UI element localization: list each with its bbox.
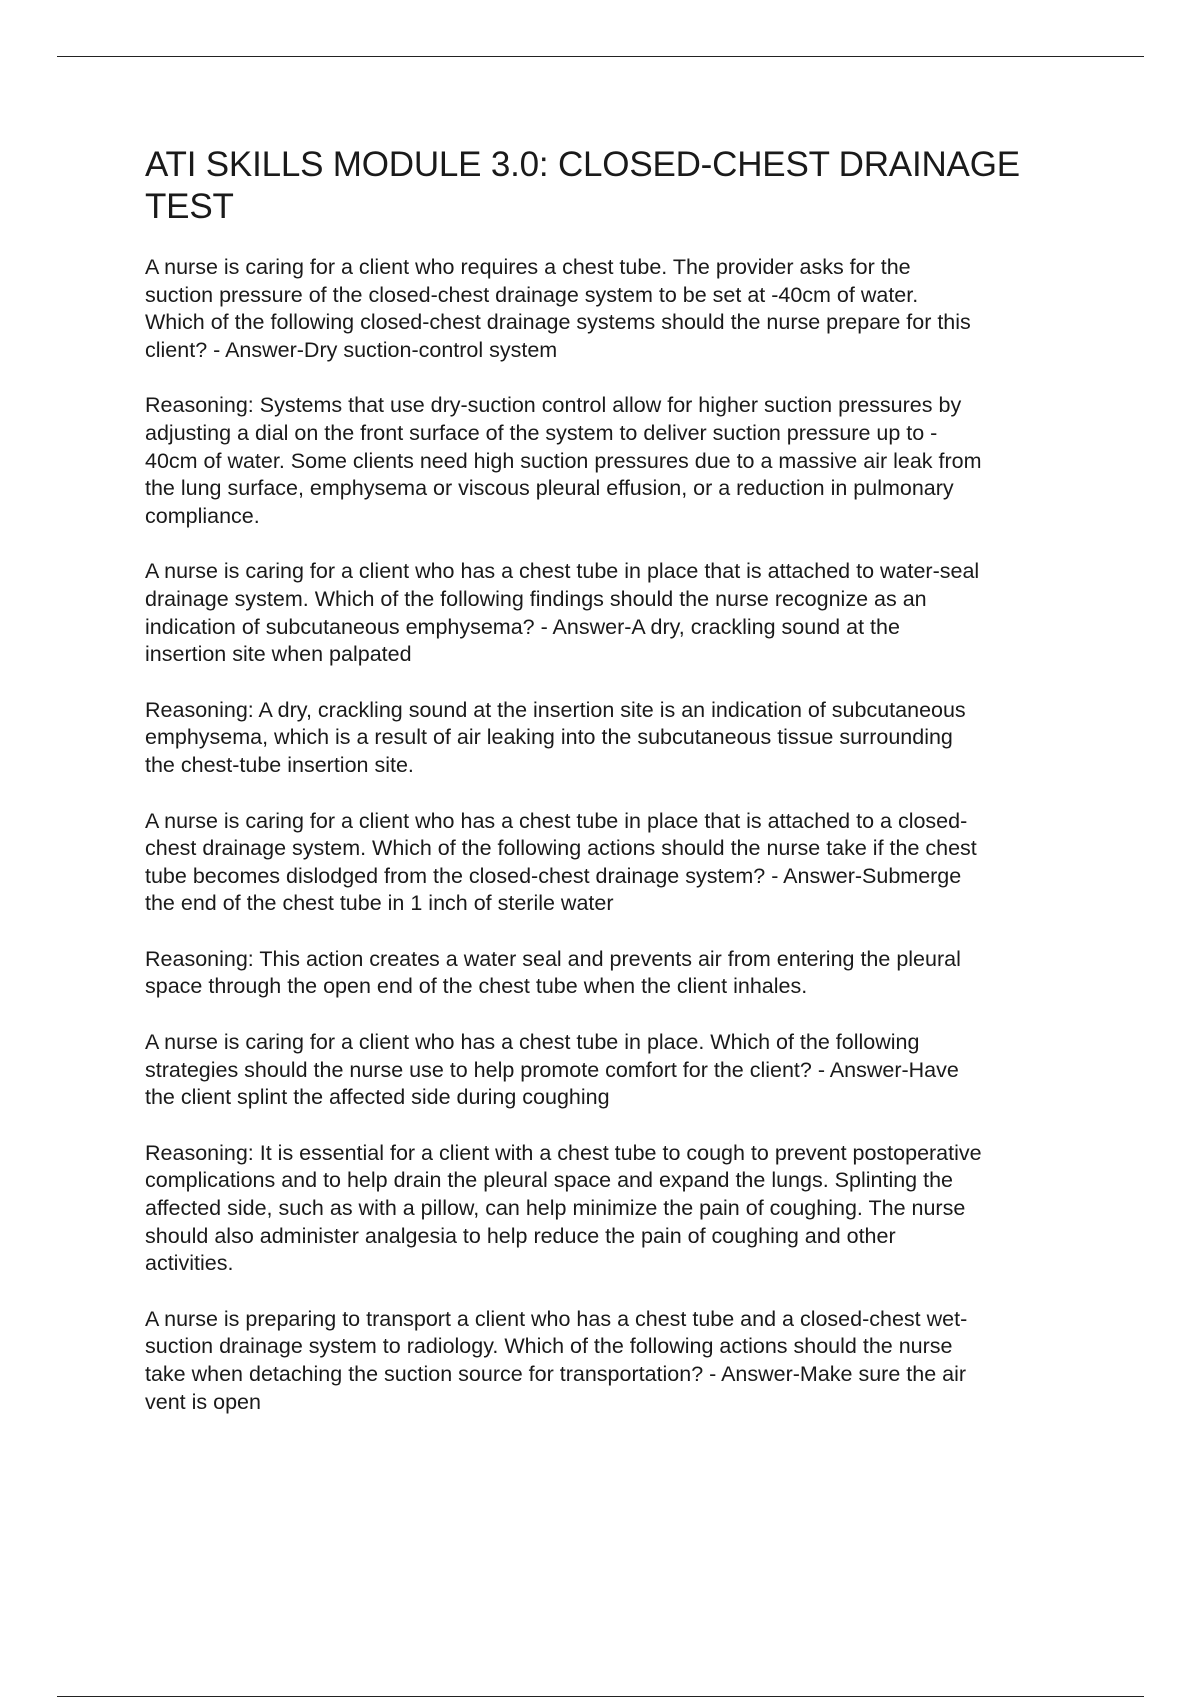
- paragraph-question-2: A nurse is caring for a client who has a chest tube in place that is attached to water-seal drainage system. Which of the following findings should the nurse recognize as an indication of subcutaneous emphysema? - Answer-A dry, crackling sound at the insertion site when palpated: [145, 559, 980, 667]
- paragraph-reasoning-1: Reasoning: Systems that use dry-suction control allow for higher suction pressures by adjusting a dial on the front surface of the system to deliver suction pressure up to - 40cm of water. Some clients need high suction pressures due to a massive air leak from the lung surface, emphysema or viscous pleural effusion, or a reduction in pulmonary compliance.: [145, 393, 982, 528]
- paragraph-question-5: A nurse is preparing to transport a client who has a chest tube and a closed-chest wet- suction drainage system to radiology. Which of the following actions should the nurse take when detaching the suction source for transportation? - Answer-Make sure the air vent is open: [145, 1306, 968, 1414]
- paragraph-question-3: A nurse is caring for a client who has a chest tube in place that is attached to a closed- chest drainage system. Which of the following actions should the nurse take if the chest tube becomes dislodged from the closed-chest drainage system? - Answer-Submerge the end of the chest tube in 1 inch of sterile water: [145, 808, 977, 916]
- paragraph-reasoning-3: Reasoning: This action creates a water seal and prevents air from entering the pleural space through the open end of the chest tube when the client inhales.: [145, 946, 961, 999]
- document-body: [145, 144, 1095, 1444]
- document-title: ATI SKILLS MODULE 3.0: CLOSED-CHEST DRAINAGE TEST: [145, 145, 1020, 226]
- paragraph-reasoning-4: Reasoning: It is essential for a client with a chest tube to cough to prevent postoperative complications and to help drain the pleural space and expand the lungs. Splinting the affected side, such as with a pillow, can help minimize the pain of coughing. The nurse should also administer analgesia to help reduce the pain of coughing and other activities.: [145, 1140, 982, 1276]
- top-divider: [57, 56, 1144, 57]
- paragraph-question-1: A nurse is caring for a client who requires a chest tube. The provider asks for the suction pressure of the closed-chest drainage system to be set at -40cm of water. Which of the following closed-chest drainage systems should the nurse prepare for this client? - Answer-Dry suction-control system: [145, 255, 971, 362]
- paragraph-question-4: A nurse is caring for a client who has a chest tube in place. Which of the following strategies should the nurse use to help promote comfort for the client? - Answer-Have the client splint the affected side during coughing: [145, 1030, 959, 1110]
- paragraph-reasoning-2: Reasoning: A dry, crackling sound at the insertion site is an indication of subcutaneous emphysema, which is a result of air leaking into the subcutaneous tissue surrounding the chest-tube insertion site.: [145, 697, 966, 777]
- bottom-divider: [57, 1696, 1144, 1697]
